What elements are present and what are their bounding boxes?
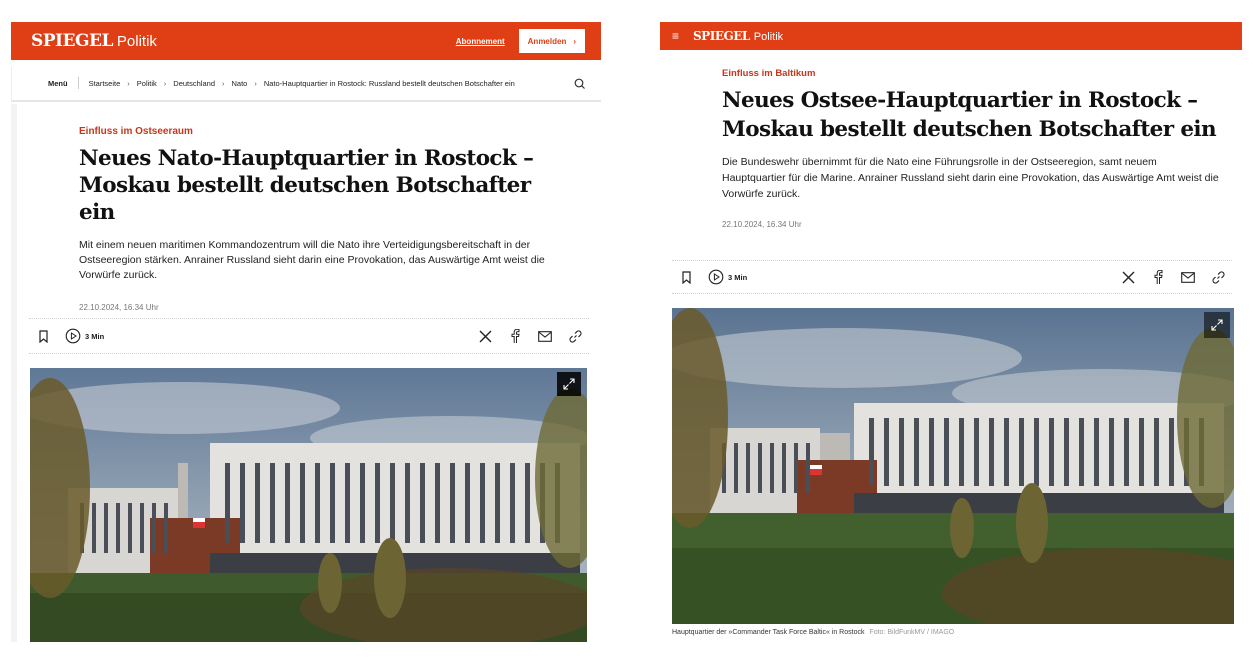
play-circle-icon xyxy=(65,328,81,344)
breadcrumb-nato[interactable]: Nato xyxy=(231,78,248,88)
article-photo[interactable] xyxy=(672,308,1234,624)
breadcrumb xyxy=(11,66,601,102)
chevron-right-icon: › xyxy=(127,78,130,88)
read-time: 3 Min xyxy=(728,272,748,282)
caption-text: Hauptquartier der »Commander Task Force Baltic« in Rostock xyxy=(672,629,865,636)
breadcrumb-home[interactable]: Startseite xyxy=(88,78,121,88)
article-headline xyxy=(79,145,549,226)
headline-line-1: Neues Ostsee-Hauptquartier in Rostock – xyxy=(722,88,1198,113)
read-time: 3 Min xyxy=(85,331,105,341)
headline-line-1: Neues Nato-Hauptquartier in Rostock – xyxy=(79,146,534,171)
article-kicker: Einfluss im Ostseeraum xyxy=(79,126,193,137)
expand-icon xyxy=(1211,319,1223,331)
headquarters-building-photo xyxy=(672,308,1234,624)
headline-line-2: Moskau bestellt deutschen Botschafter ein xyxy=(722,117,1217,142)
article-header xyxy=(722,68,1222,229)
play-circle-icon xyxy=(708,269,724,285)
login-button[interactable] xyxy=(519,29,585,53)
logo-wordmark: SPIEGEL xyxy=(31,31,113,51)
chevron-right-icon: › xyxy=(254,78,257,88)
article-header xyxy=(79,126,549,312)
hamburger-icon[interactable]: ≡ xyxy=(672,29,680,43)
expand-icon xyxy=(563,378,575,390)
link-icon[interactable] xyxy=(1210,269,1226,285)
article-toolbar xyxy=(29,318,589,354)
facebook-icon[interactable] xyxy=(1150,269,1166,285)
mail-icon[interactable] xyxy=(1180,269,1196,285)
audio-play-button[interactable] xyxy=(65,328,104,344)
chevron-right-icon: › xyxy=(163,78,167,88)
site-logo[interactable] xyxy=(693,29,783,43)
logo-wordmark: SPIEGEL xyxy=(693,29,750,43)
article-kicker: Einfluss im Baltikum xyxy=(722,68,816,79)
photo-credit: Foto: BildFunkMV / IMAGO xyxy=(869,629,955,636)
page-edge-shadow xyxy=(11,104,17,642)
chevron-right-icon: › xyxy=(222,78,225,88)
article-photo[interactable] xyxy=(30,368,587,642)
share-bar xyxy=(477,328,583,344)
compact-article-view xyxy=(660,22,1242,644)
search-icon[interactable] xyxy=(573,77,587,91)
subscription-link[interactable]: Abonnement xyxy=(455,36,505,46)
x-share-icon[interactable] xyxy=(477,328,493,344)
article-toolbar xyxy=(672,260,1232,294)
share-bar xyxy=(1120,269,1226,285)
divider xyxy=(78,77,79,89)
x-share-icon[interactable] xyxy=(1120,269,1136,285)
section-name: Politik xyxy=(753,31,784,43)
mail-icon[interactable] xyxy=(537,328,553,344)
audio-play-button[interactable] xyxy=(708,269,747,285)
article-headline xyxy=(722,86,1222,144)
site-logo[interactable] xyxy=(31,31,157,51)
site-header xyxy=(11,22,601,60)
desktop-article-view xyxy=(11,22,601,642)
expand-image-button[interactable] xyxy=(1204,312,1230,338)
bookmark-icon[interactable] xyxy=(35,328,51,344)
expand-image-button[interactable] xyxy=(557,372,581,396)
link-icon[interactable] xyxy=(567,328,583,344)
facebook-icon[interactable] xyxy=(507,328,523,344)
article-lead: Mit einem neuen maritimen Kommandozentrum will die Nato ihre Verteidigungsbereitschaft in der Ostseeregion stärken. Anrainer Russland sieht darin eine Provokation, das Auswärtige Amt weist die Vorwürfe zurück. xyxy=(79,239,545,281)
photo-caption xyxy=(672,629,954,636)
breadcrumb-deutschland[interactable]: Deutschland xyxy=(173,78,215,88)
article-date: 22.10.2024, 16.34 Uhr xyxy=(722,220,802,229)
bookmark-icon[interactable] xyxy=(678,269,694,285)
menu-button[interactable]: Menü xyxy=(48,78,68,88)
breadcrumb-politik[interactable]: Politik xyxy=(136,78,157,88)
chevron-right-icon: › xyxy=(573,36,576,46)
headquarters-building-photo xyxy=(30,368,587,642)
login-button-label: Anmelden xyxy=(527,36,567,46)
section-name: Politik xyxy=(116,33,157,50)
site-header xyxy=(660,22,1242,50)
article-date: 22.10.2024, 16.34 Uhr xyxy=(79,303,159,312)
article-lead: Die Bundeswehr übernimmt für die Nato eine Führungsrolle in der Ostseeregion, samt neuem Hauptquartier für die Marine. Anrainer Russland sieht darin eine Provokation, das Auswärtige Amt weist die Vorwürfe zurück. xyxy=(722,156,1219,200)
headline-line-2: Moskau bestellt deutschen Botschafter ein xyxy=(79,173,531,225)
breadcrumb-current: Nato-Hauptquartier in Rostock: Russland bestellt deutschen Botschafter ein xyxy=(263,78,515,88)
